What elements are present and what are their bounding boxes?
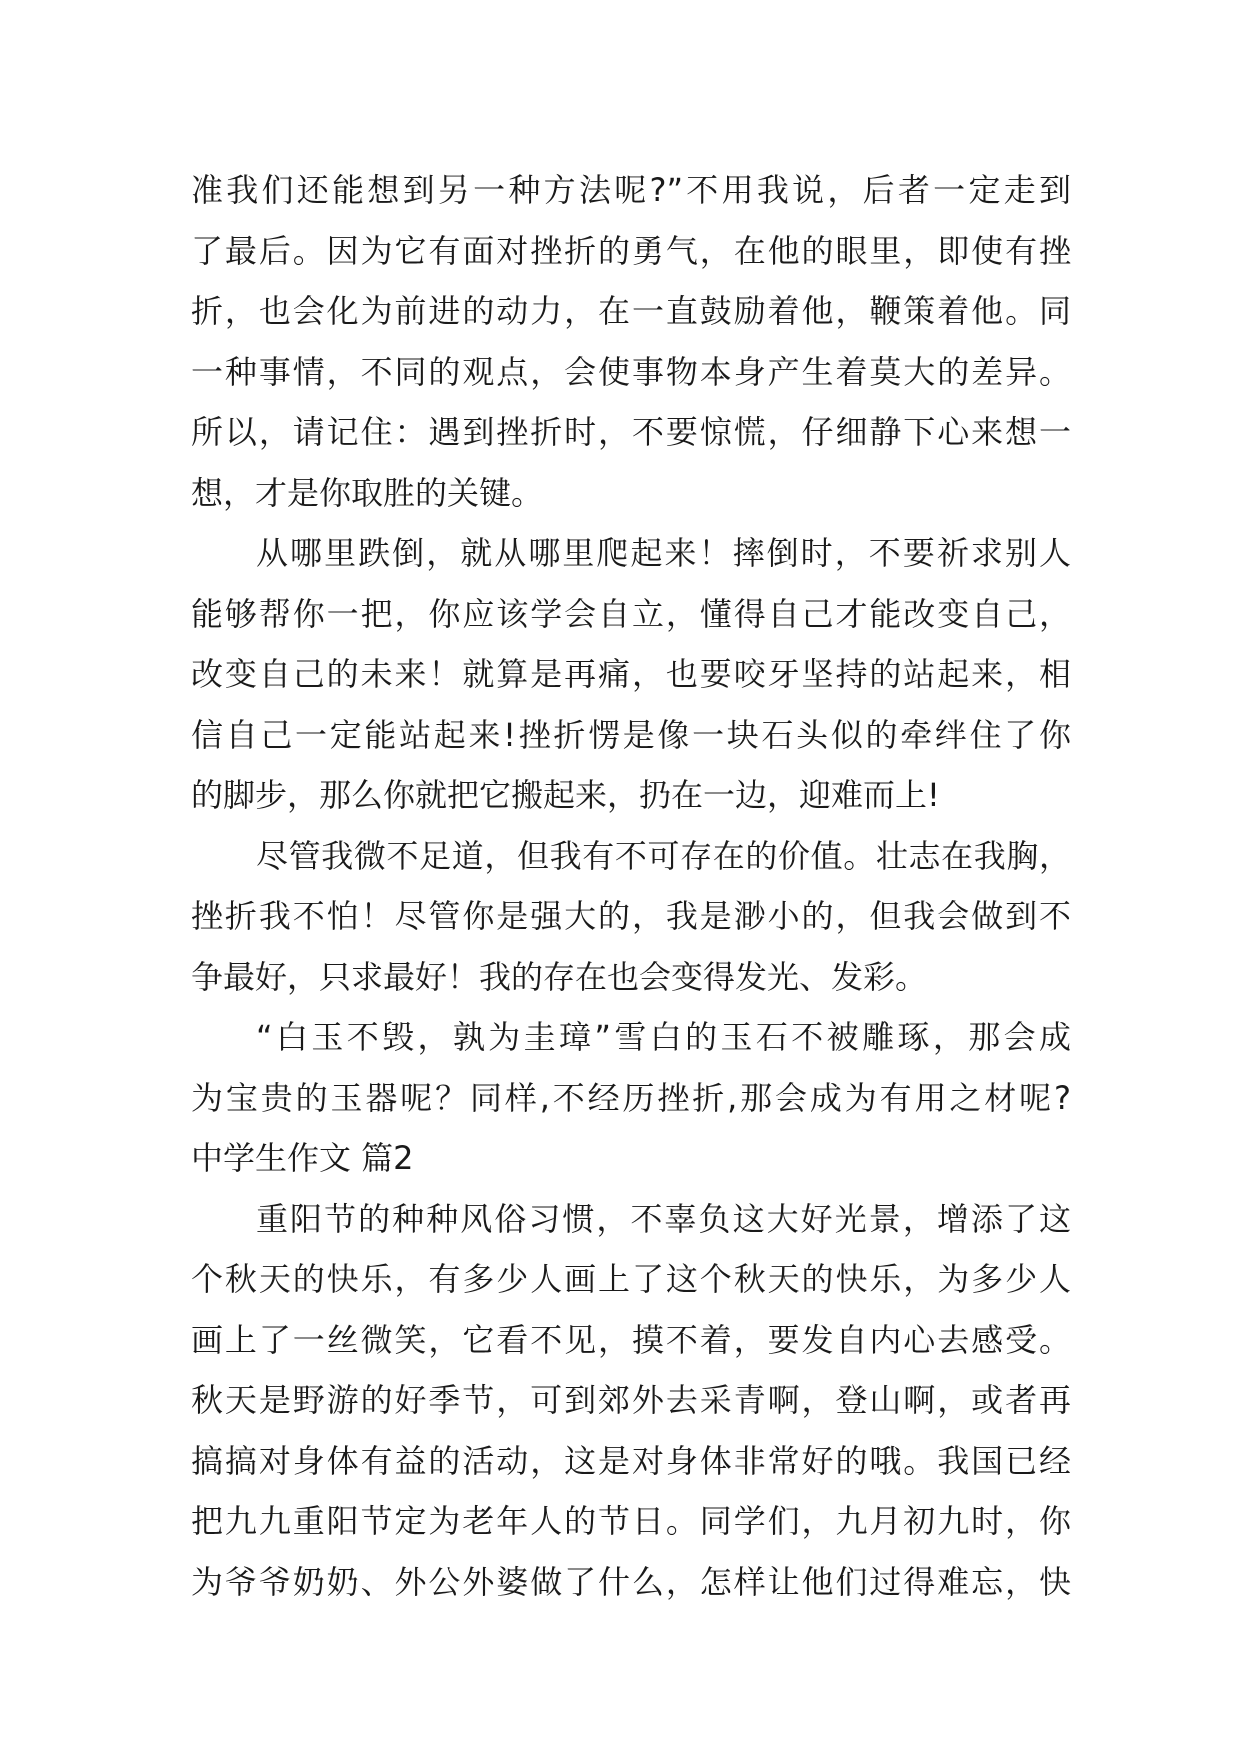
text-line: 挫折我不怕！尽管你是强大的，我是渺小的，但我会做到不: [191, 897, 1071, 935]
text-line: 的脚步，那么你就把它搬起来，扔在一边，迎难而上!: [191, 776, 940, 814]
text-line: 想，才是你取胜的关键。: [191, 473, 544, 512]
text-line: 尽管我微不足道，但我有不可存在的价值。壮志在我胸，: [256, 836, 1071, 875]
text-line: 中学生作文 篇2: [191, 1139, 414, 1177]
text-line: 争最好，只求最好！我的存在也会变得发光、发彩。: [191, 957, 928, 996]
text-line: 从哪里跌倒，就从哪里爬起来！摔倒时，不要祈求别人: [256, 534, 1071, 572]
document-body: [191, 160, 1071, 1612]
text-line: 信自己一定能站起来!挫折愣是像一块石头似的牵绊住了你: [191, 715, 1071, 754]
text-line: 一种事情，不同的观点，会使事物本身产生着莫大的差异。: [191, 352, 1071, 391]
text-line: 了最后。因为它有面对挫折的勇气，在他的眼里，即使有挫: [191, 231, 1071, 270]
text-line: 改变自己的未来！就算是再痛，也要咬牙坚持的站起来，相: [191, 655, 1071, 693]
text-line: 折，也会化为前进的动力，在一直鼓励着他，鞭策着他。同: [191, 292, 1071, 330]
text-line: 所以，请记住：遇到挫折时，不要惊慌，仔细静下心来想一: [191, 413, 1071, 451]
text-line: 个秋天的快乐，有多少人画上了这个秋天的快乐，为多少人: [191, 1260, 1071, 1298]
text-line: 重阳节的种种风俗习惯，不辜负这大好光景，增添了这: [256, 1199, 1071, 1238]
text-line: 为宝贵的玉器呢？同样,不经历挫折,那会成为有用之材呢?: [191, 1078, 1071, 1117]
text-line: “白玉不毁，孰为圭璋”雪白的玉石不被雕琢，那会成: [256, 1018, 1071, 1056]
text-line: 秋天是野游的好季节，可到郊外去采青啊，登山啊，或者再: [191, 1381, 1071, 1419]
text-line: 搞搞对身体有益的活动，这是对身体非常好的哦。我国已经: [191, 1441, 1071, 1480]
text-line: 准我们还能想到另一种方法呢?”不用我说，后者一定走到: [191, 171, 1071, 209]
text-line: 画上了一丝微笑，它看不见，摸不着，要发自内心去感受。: [191, 1320, 1071, 1359]
text-line: 能够帮你一把，你应该学会自立，懂得自己才能改变自己，: [191, 594, 1071, 633]
text-line: 为爷爷奶奶、外公外婆做了什么，怎样让他们过得难忘，快: [191, 1562, 1071, 1601]
text-line: 把九九重阳节定为老年人的节日。同学们，九月初九时，你: [191, 1502, 1071, 1540]
